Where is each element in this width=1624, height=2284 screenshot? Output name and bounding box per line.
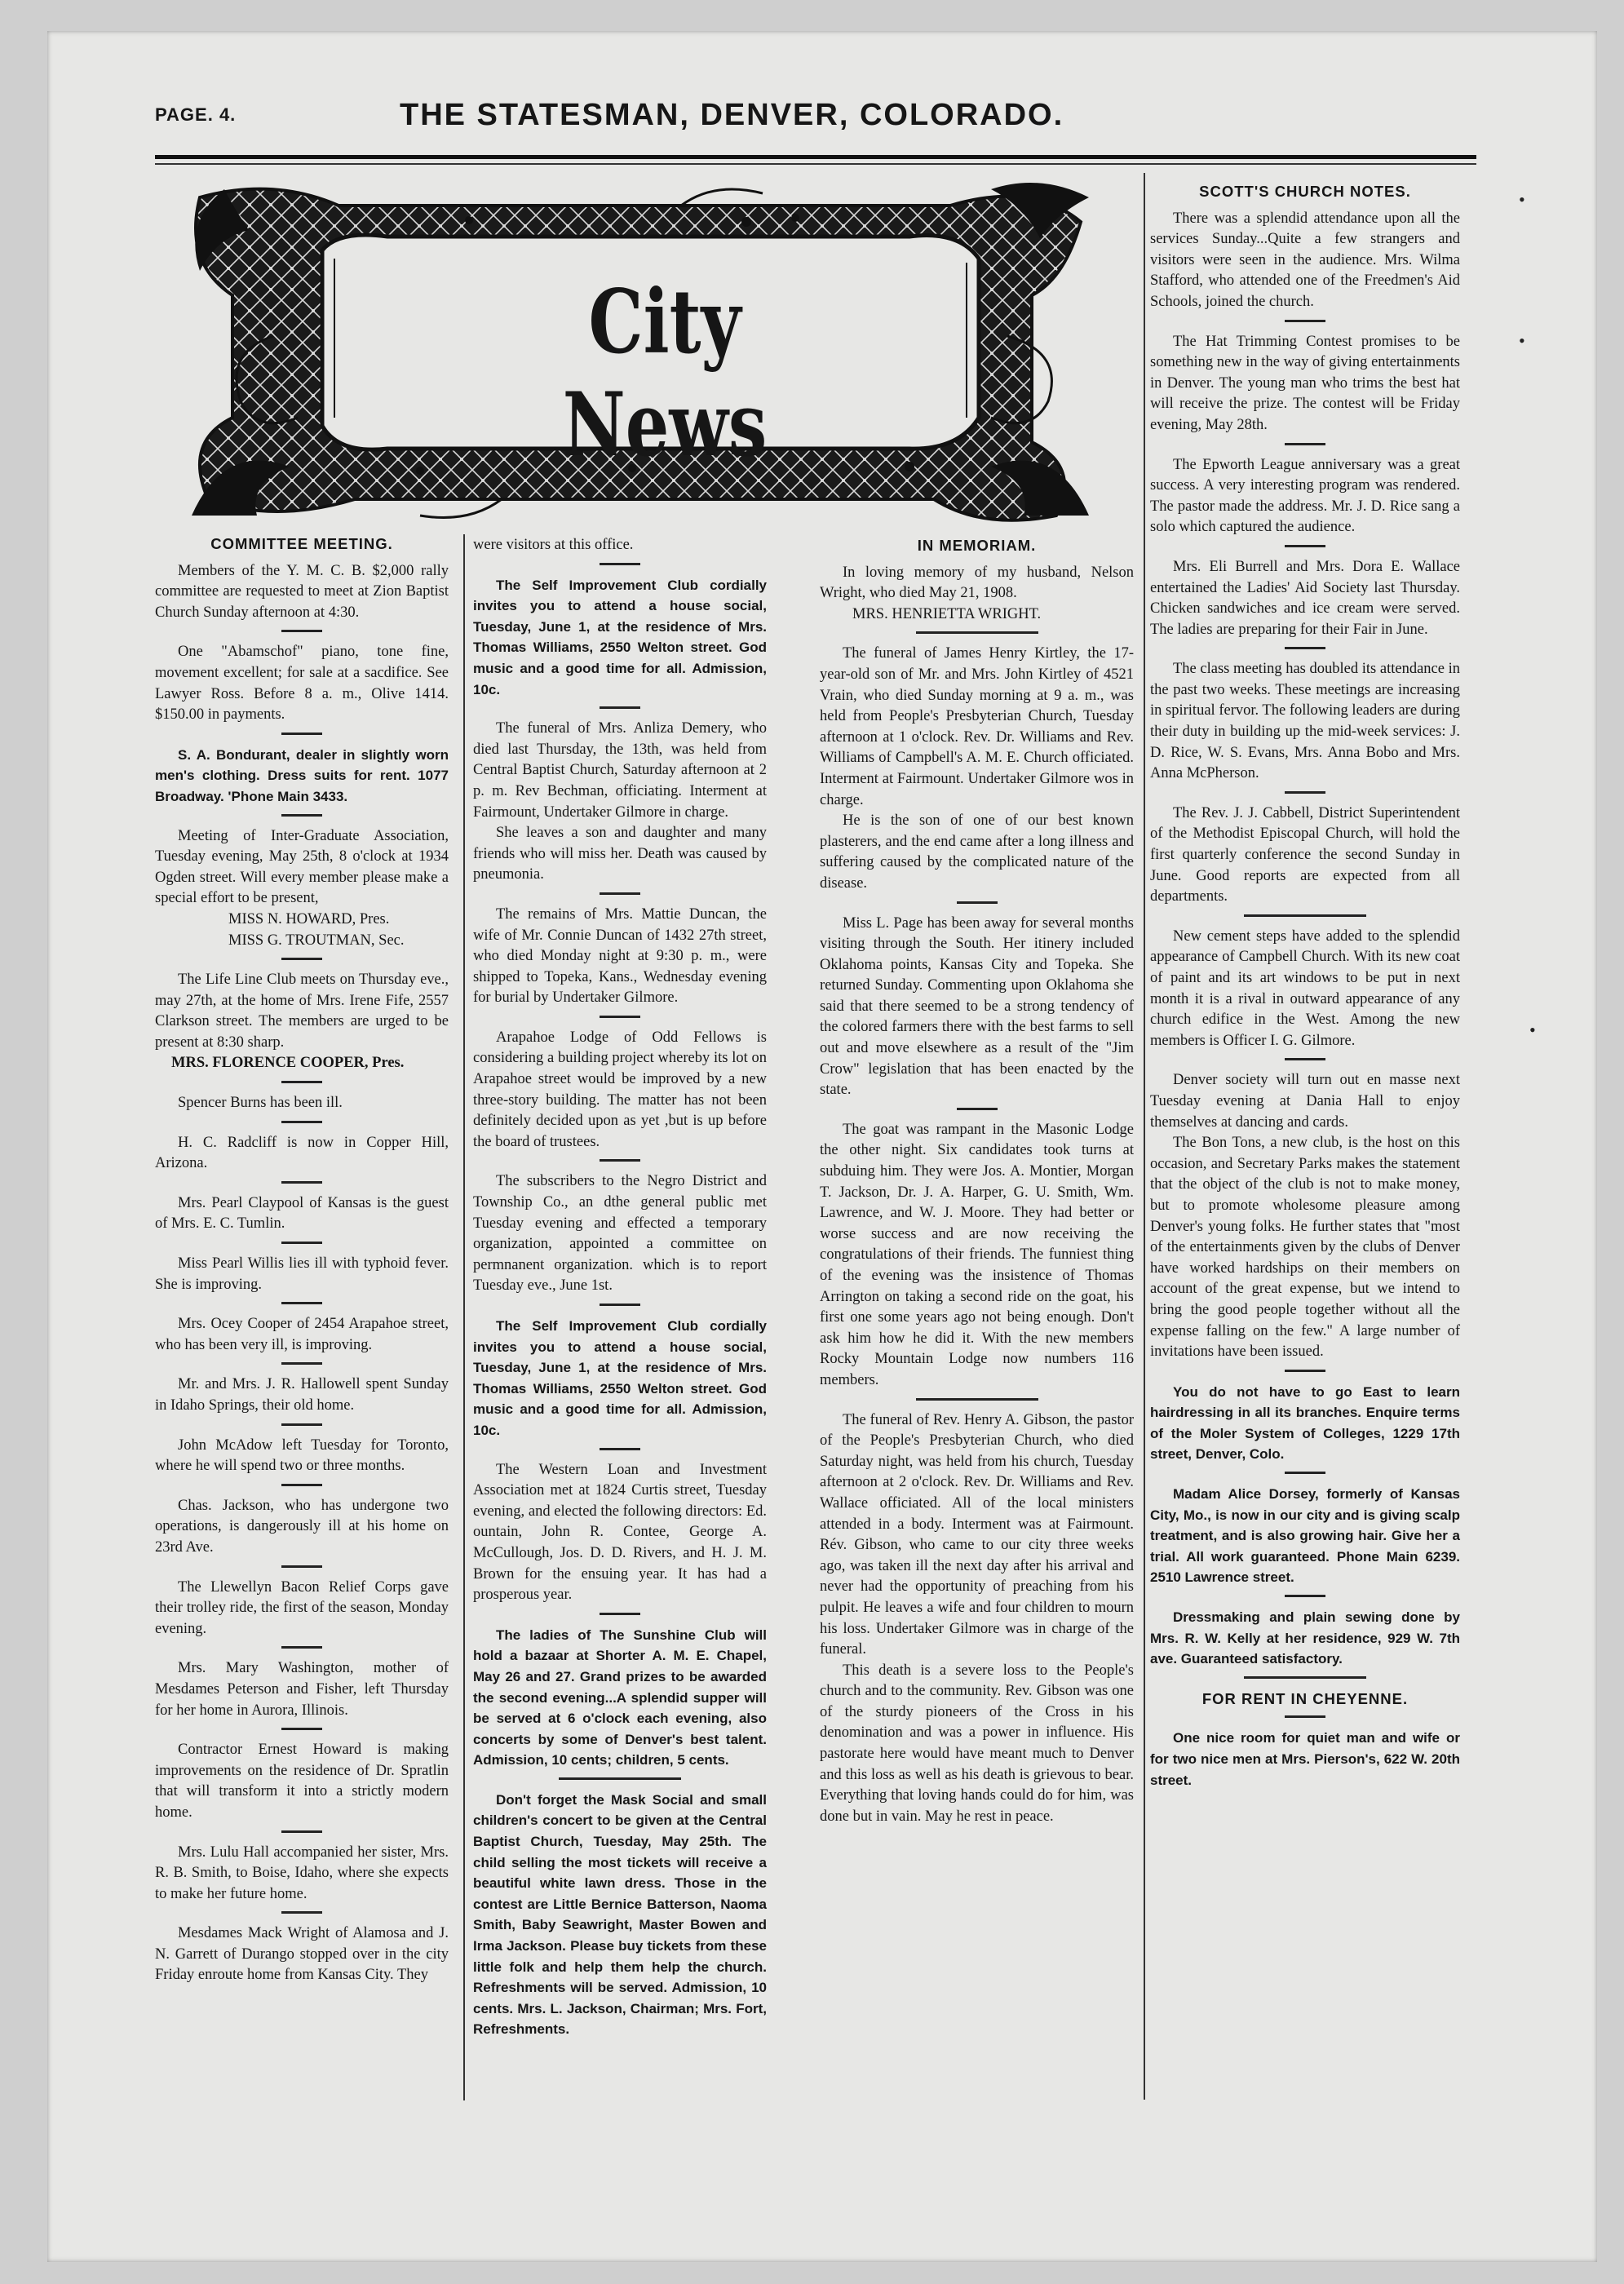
separator <box>1285 1370 1325 1372</box>
article-paragraph: This death is a severe loss to the People's church and to the community. Rev. Gibson was one of the sturdy pioneers of the Cross in his denomination and was a power in influence. His pastorate here would have meant much to Denver and this loss as well as his death is grievous to bear. Everything that loving hands could do for him, was done but in vain. May he rest in peace. <box>820 1662 1134 1825</box>
advertisement: Dressmaking and plain sewing done by Mrs. R. W. Kelly at her residence, 929 W. 7th ave. Guaranteed satisfactory. <box>1150 1609 1460 1667</box>
article-paragraph: Chas. Jackson, who has undergone two operations, is dangerously ill at his home on 23rd Ave. <box>155 1497 449 1556</box>
article-paragraph: The subscribers to the Negro District and Township Co., an dthe general public met Tuesday evening and effected a temporary organization, appointed a committee on permnanent organization. which is to report Tuesday eve., June 1st. <box>473 1173 767 1295</box>
separator <box>1285 320 1325 322</box>
separator <box>1285 1472 1325 1474</box>
separator <box>916 631 1038 634</box>
separator <box>600 1613 640 1615</box>
article-paragraph: Mesdames Mack Wright of Alamosa and J. N. Garrett of Durango stopped over in the city Friday enroute home from Kansas City. They <box>155 1925 449 1984</box>
article-paragraph: Arapahoe Lodge of Odd Fellows is considering a building project whereby its lot on Arapahoe street would be improved by a new three-story building. The matter has not been definitely decided upon as yet ,but is up before the board of trustees. <box>473 1029 767 1150</box>
separator <box>1285 1595 1325 1597</box>
separator <box>281 1242 322 1244</box>
signature: MRS. FLORENCE COOPER, Pres. <box>171 1055 405 1072</box>
separator <box>957 901 998 904</box>
article-paragraph: Mrs. Mary Washington, mother of Mesdames Peterson and Fisher, left Thursday for her home in Aurora, Illinois. <box>155 1660 449 1719</box>
signature: MRS. HENRIETTA WRIGHT. <box>852 605 1042 622</box>
separator <box>1285 1058 1325 1060</box>
column-2 <box>473 535 767 2040</box>
signature: MISS N. HOWARD, Pres. <box>228 910 390 927</box>
separator <box>1285 545 1325 547</box>
article-paragraph: The Llewellyn Bacon Relief Corps gave their trolley ride, the first of the season, Monday evening. <box>155 1578 449 1637</box>
article-paragraph: The Bon Tons, a new club, is the host on this occasion, and Secretary Parks makes the statement that the object of the club is not to make money, but to promote wholesome pleasure among Denver's young folks. He further states that "most of the entertainments given by the clubs of Denver have worked hardships on their members on account of the great expense, but we intend to bring the good people together without all the expense falling on the few." A large number of invitations have been issued. <box>1150 1135 1460 1361</box>
separator <box>281 814 322 817</box>
article-paragraph: In loving memory of my husband, Nelson Wright, who died May 21, 1908. <box>820 564 1134 602</box>
article-paragraph: The Western Loan and Investment Association met at 1824 Curtis street, Tuesday evening, and elected the following directors: Ed. ountain, John R. Contee, George A. McCullough, Jos. D. D. Rivers, and H. J. M. Brown for the ensuing year. It has had a prosperous year. <box>473 1461 767 1604</box>
article-paragraph: The Hat Trimming Contest promises to be something new in the way of giving entertainments in Denver. The young man who trims the best hat will receive the prize. The contest will be Friday evening, May 28th. <box>1150 333 1460 433</box>
separator <box>281 1302 322 1304</box>
article-paragraph: The funeral of Rev. Henry A. Gibson, the pastor of the People's Presbyterian Church, who died Saturday night, was held from his church, Tuesday afternoon at 2 o'clock. Rev. Dr. Williams and Rev. Wallace officiated. All of the local ministers attended in a body. Interment was at Fairmount. Rév. Gibson, who came to our city three weeks ago, was taken ill the next day after his arrival and never had the opportunity of preaching from his pulpit. He leaves a wife and four children to mourn his loss. Undertaker Gilmore was in charge of the funeral. <box>820 1411 1134 1658</box>
article-paragraph: Meeting of Inter-Graduate Association, Tuesday evening, May 25th, 8 o'clock at 1934 Ogden street. Will every member please make a special effort to be present, <box>155 827 449 907</box>
article-paragraph: The remains of Mrs. Mattie Duncan, the wife of Mr. Connie Duncan of 1432 27th street, who died Monday night at 9:30 p. m., were shipped to Topeka, Kans., Wednesday evening for burial by Undertaker Gilmore. <box>473 905 767 1007</box>
notice: The Self Improvement Club cordially invites you to attend a house social, Tuesday, June 1, at the residence of Mrs. Thomas Williams, 2550 Welton street. God music and a good time for all. Admission, 10c. <box>473 1318 767 1438</box>
notice: Don't forget the Mask Social and small children's concert to be given at the Central Baptist Church, Tuesday, May 25th. The child selling the most tickets will receive a beautiful white lawn dress. Those in the contest are Little Bernice Batterson, Naoma Smith, Baby Seawright, Master Bowen and Irma Jackson. Please buy tickets from these little folk and help them help the church. Refreshments will be served. Admission, 10 cents. Mrs. L. Jackson, Chairman; Mrs. Fort, Refreshments. <box>473 1791 767 2038</box>
separator <box>281 1911 322 1914</box>
separator <box>281 1423 322 1426</box>
page-number: PAGE. 4. <box>155 104 237 125</box>
article-paragraph: The funeral of Mrs. Anliza Demery, who died last Thursday, the 13th, was held from Central Baptist Church, Saturday afternoon at 2 p. m. Rev Bechman, officiating. Interment at Fairmount, Undertaker Gilmore in charge. <box>473 720 767 821</box>
notice: The ladies of The Sunshine Club will hold a bazaar at Shorter A. M. E. Chapel, May 26 and 27. Grand prizes to be awarded the second evening...A splendid supper will be served at 6 o'clock each evening, also concerts by some of Denver's best talent. Admission, 10 cents; children, 5 cents. <box>473 1627 767 1768</box>
separator <box>600 706 640 709</box>
article-paragraph: Mrs. Lulu Hall accompanied her sister, Mrs. R. B. Smith, to Boise, Idaho, where she expects to make her future home. <box>155 1844 449 1902</box>
separator <box>600 1159 640 1162</box>
separator <box>281 630 322 632</box>
article-paragraph: The funeral of James Henry Kirtley, the 17-year-old son of Mr. and Mrs. John Kirtley of 4521 Vrain, who died Sunday morning at 9 a. m., was held from People's Presbyterian Church, Tuesday afternoon at 1 o'clock. Rev. Dr. Williams and Rev. Williams of Campbell's A. M. E. Church officiated. Interment at Fairmount. Undertaker Gilmore wos in charge. <box>820 645 1134 808</box>
advertisement: Madam Alice Dorsey, formerly of Kansas City, Mo., is now in our city and is giving scalp treatment, and is also growing hair. Give her a trial. All work guaranteed. Phone Main 6239. 2510 Lawrence street. <box>1150 1486 1460 1586</box>
separator <box>1285 1715 1325 1718</box>
masthead-rule <box>155 155 1476 159</box>
article-paragraph: Denver society will turn out en masse next Tuesday evening at Dania Hall to enjoy themselves at dancing and cards. <box>1150 1072 1460 1131</box>
paper-speck-icon: • <box>1519 189 1525 210</box>
article-paragraph: One "Abamschof" piano, tone fine, movement excellent; for sale at a sacdifice. See Lawyer Ross. Before 8 a. m., Olive 1414. $150.00 in payments. <box>155 644 449 724</box>
article-paragraph: She leaves a son and daughter and many friends who will miss her. Death was caused by pneumonia. <box>473 825 767 883</box>
article-paragraph: The class meeting has doubled its attendance in the past two weeks. These meetings are increasing in spiritual fervor. The following leaders are during their duty in building up the mid-week services: J. D. Rice, W. S. Evans, Mrs. Anna Bobo and Mrs. Anna McPherson. <box>1150 661 1460 782</box>
article-paragraph: The Rev. J. J. Cabbell, District Superintendent of the Methodist Episcopal Church, will hold the first quarterly conference the second Sunday in June. Good reports are expected from all departments. <box>1150 804 1460 905</box>
article-paragraph: Mrs. Pearl Claypool of Kansas is the guest of Mrs. E. C. Tumlin. <box>155 1194 449 1233</box>
for-rent-heading: FOR RENT IN CHEYENNE. <box>1201 1689 1409 1707</box>
separator <box>281 1362 322 1365</box>
article-paragraph: There was a splendid attendance upon all the services Sunday...Quite a few strangers and visitors were seen in the audience. Mrs. Wilma Stafford, who attended one of the Freedmen's Aid Schools, joined the church. <box>1150 210 1460 310</box>
separator <box>281 1081 322 1083</box>
separator <box>281 1484 322 1486</box>
advertisement: One nice room for quiet man and wife or for two nice men at Mrs. Pierson's, 622 W. 20th street. <box>1150 1730 1460 1788</box>
column-4 <box>1150 181 1460 1790</box>
article-paragraph: Spencer Burns has been ill. <box>178 1095 343 1112</box>
paper-speck-icon: • <box>1519 330 1525 351</box>
article-paragraph: Members of the Y. M. C. B. $2,000 rally committee are requested to meet at Zion Baptist Church Sunday afternoon at 4:30. <box>155 562 449 621</box>
separator <box>281 958 322 960</box>
committee-meeting-heading: COMMITTEE MEETING. <box>210 535 393 552</box>
column-3 <box>820 535 1134 1827</box>
separator <box>281 1121 322 1123</box>
separator <box>281 1830 322 1833</box>
separator <box>281 1728 322 1730</box>
article-paragraph: New cement steps have added to the splendid appearance of Campbell Church. With its new coat of paint and its art windows to be put in next month it is a rival in outward appearance of any church edifice in the West. Among the new members is Officer I. G. Gilmore. <box>1150 927 1460 1049</box>
article-paragraph: He is the son of one of our best known plasterers, and the end came after a long illness and suffering caused by the complicated nature of the disease. <box>820 812 1134 892</box>
article-paragraph: The Life Line Club meets on Thursday eve., may 27th, at the home of Mrs. Irene Fife, 2557 Clarkson street. The members are urged to be present at 8:30 sharp. <box>155 972 449 1051</box>
column-1 <box>155 533 449 1986</box>
article-paragraph: H. C. Radcliff is now in Copper Hill, Arizona. <box>155 1134 449 1172</box>
separator <box>600 563 640 565</box>
separator <box>281 733 322 735</box>
separator <box>559 1777 681 1780</box>
column-rule <box>463 534 465 2100</box>
separator <box>281 1646 322 1649</box>
article-paragraph: The Epworth League anniversary was a great success. A very interesting program was rendered. The pastor made the address. Mr. J. D. Rice sang a solo which captured the audience. <box>1150 456 1460 536</box>
article-paragraph: Miss Pearl Willis lies ill with typhoid fever. She is improving. <box>155 1255 449 1293</box>
separator <box>281 1181 322 1184</box>
separator <box>957 1108 998 1110</box>
scotts-church-notes-heading: SCOTT'S CHURCH NOTES. <box>1199 183 1411 200</box>
advertisement: You do not have to go East to learn hairdressing in all its branches. Enquire terms of the Moler System of Colleges, 1229 17th street, Denver, Colo. <box>1150 1383 1460 1463</box>
article-paragraph: Mrs. Eli Burrell and Mrs. Dora E. Wallace entertained the Ladies' Aid Society last Thursday. Chicken sandwiches and ice cream were served. The ladies are preparing for their Fair in June. <box>1150 558 1460 638</box>
separator <box>600 1304 640 1306</box>
separator <box>281 1565 322 1568</box>
newspaper-title: THE STATESMAN, DENVER, COLORADO. <box>400 98 1064 132</box>
separator <box>1244 1676 1366 1679</box>
city-news-banner <box>175 173 1105 530</box>
separator <box>1285 791 1325 794</box>
paper-speck-icon: • <box>1529 1020 1536 1040</box>
separator <box>600 892 640 895</box>
separator <box>600 1016 640 1018</box>
separator <box>600 1448 640 1450</box>
column-rule <box>1144 173 1145 2100</box>
separator <box>1244 914 1366 917</box>
signature: MISS G. TROUTMAN, Sec. <box>228 932 405 949</box>
article-paragraph: Contractor Ernest Howard is making improvements on the residence of Dr. Spratlin that will transform it into a strictly modern home. <box>155 1742 449 1821</box>
separator <box>1285 647 1325 649</box>
masthead-rule-thin <box>155 163 1476 165</box>
article-paragraph: were visitors at this office. <box>473 537 634 553</box>
masthead <box>155 98 1476 147</box>
notice: The Self Improvement Club cordially invites you to attend a house social, Tuesday, June 1, at the residence of Mrs. Thomas Williams, 2550 Welton street. God music and a good time for all. Admission, 10c. <box>473 577 767 697</box>
in-memoriam-heading: IN MEMORIAM. <box>917 537 1037 554</box>
advertisement: S. A. Bondurant, dealer in slightly worn men's clothing. Dress suits for rent. 1077 Broadway. 'Phone Main 3433. <box>155 746 449 804</box>
article-paragraph: Miss L. Page has been away for several months visiting through the South. Her itinery included Oklahoma points, Kansas City and Topeka. She returned Sunday. Commenting upon Oklahoma she said that there seemed to be a strong tendency of the colored farmers there with the best farms to sell out and move elsewhere as a result of the "Jim Crow" legislation that has been enacted by the state. <box>820 914 1134 1099</box>
separator <box>1285 443 1325 445</box>
article-paragraph: Mrs. Ocey Cooper of 2454 Arapahoe street, who has been very ill, is improving. <box>155 1316 449 1353</box>
article-paragraph: John McAdow left Tuesday for Toronto, where he will spend two or three months. <box>155 1436 449 1475</box>
city-news-title: City News <box>562 271 768 476</box>
separator <box>916 1398 1038 1401</box>
article-paragraph: The goat was rampant in the Masonic Lodge the other night. Six candidates took turns at subduing him. They were Jos. A. Montier, Morgan T. Jackson, Dr. J. A. Harper, G. U. Smith, Wm. Lawrence, and W. J. Moore. They had better or worse success and are now receiving the congratulations of their friends. The funniest thing of the evening was the insistence of Thomas Arrington on taking a second ride on the goat, his first one some years ago not being enough. Don't ask him how he did it. With the new members Rocky Mountain Lodge now numbers 116 members. <box>820 1121 1134 1388</box>
article-paragraph: Mr. and Mrs. J. R. Hallowell spent Sunday in Idaho Springs, their old home. <box>155 1376 449 1414</box>
